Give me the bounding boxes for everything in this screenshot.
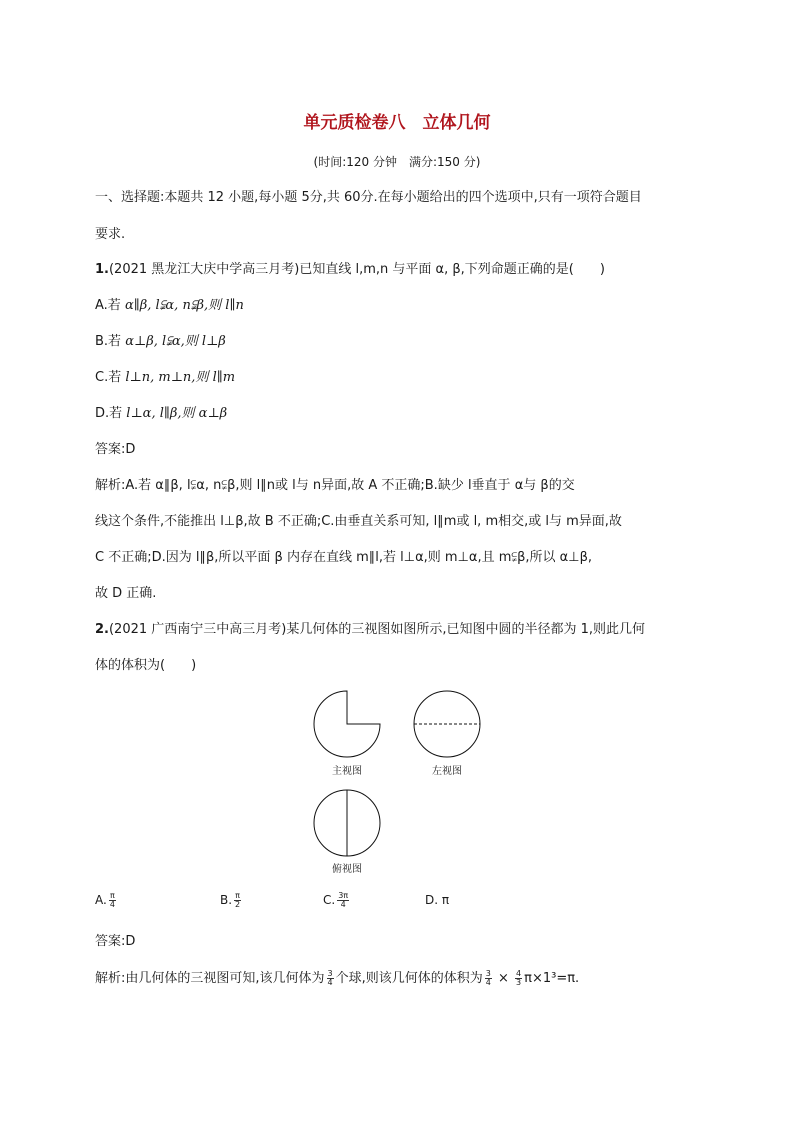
fraction-denominator: 4 [327,978,333,987]
fraction-denominator: 4 [485,978,491,987]
section-instruction-line-1: 一、选择题:本题共 12 小题,每小题 5分,共 60分.在每小题给出的四个选项中,只有一项符合题目 [95,190,642,205]
fraction [337,892,349,909]
question-2-option-a [95,892,118,909]
fraction [234,892,241,909]
option-label: B. [220,893,233,907]
question-2-option-d [425,892,449,908]
fraction-numerator: 3π [338,891,349,900]
fraction [109,892,116,909]
fraction-numerator: π [109,891,115,900]
question-1-analysis-line-3: C 不正确;D.因为 l∥β,所以平面 β 内存在直线 m∥l,若 l⊥α,则 m⊥α,且 m⫋β,所以 α⊥β, [95,550,592,565]
section-instruction-line-2: 要求. [95,227,126,242]
option-text: α∥β, l⫋α, n⫋β,则 l∥n [124,298,244,313]
option-label: D.若 [95,406,123,421]
analysis-text: 个球,则该几何体的体积为 [335,971,483,986]
page-title: 单元质检卷八 立体几何 [303,113,491,133]
question-2-stem-text: (2021 广西南宁三中高三月考)某几何体的三视图如图所示,已知图中圆的半径都为 1,则此几何 [108,622,646,637]
question-1-option-b [95,334,226,350]
page-subtitle: (时间:120 分钟 满分:150 分) [313,155,481,169]
question-2-analysis [95,970,579,987]
front-view-caption: 主视图 [332,766,362,777]
question-1-analysis-line-1: 解析:A.若 α∥β, l⫋α, n⫋β,则 l∥n或 l与 n异面,故 A 不正确;B.缺少 l垂直于 α与 β的交 [95,478,575,493]
question-2-stem-line-1 [95,622,645,638]
option-label: D. [425,893,439,907]
question-2-number: 2. [95,622,109,637]
question-1-number: 1. [95,262,109,277]
question-1-option-a [95,298,244,314]
question-2-stem-line-2: 体的体积为( ) [95,658,197,673]
fraction-numerator: 4 [516,969,522,978]
fraction-denominator: 4 [109,900,115,909]
question-2-answer: 答案:D [95,934,136,949]
front-view-shape [314,691,380,757]
question-1-option-d [95,406,227,422]
question-1-analysis-line-2: 线这个条件,不能推出 l⊥β,故 B 不正确;C.由垂直关系可知, l∥m或 l, m相交,或 l与 m异面,故 [95,514,622,529]
option-text: α⊥β, l⫋α,则 l⊥β [125,334,226,349]
option-label: A.若 [95,298,121,313]
side-view-caption: 左视图 [432,766,462,777]
analysis-text: 解析:由几何体的三视图可知,该几何体为 [95,971,325,986]
fraction-numerator: 3 [485,969,491,978]
option-label: B.若 [95,334,122,349]
top-view-caption: 俯视图 [332,864,362,875]
option-label: C. [323,893,336,907]
analysis-text: π×1³=π. [524,971,580,986]
question-1-answer: 答案:D [95,442,136,457]
fraction-numerator: 3 [327,969,333,978]
times-sign: × [497,971,509,986]
option-text: l⊥n, m⊥n,则 l∥m [125,370,236,385]
option-label: A. [95,893,107,907]
question-1-analysis-line-4: 故 D 正确. [95,586,157,601]
question-2-option-b [220,892,243,909]
option-text: l⊥α, l∥β,则 α⊥β [126,406,228,421]
question-1-stem-text: (2021 黑龙江大庆中学高三月考)已知直线 l,m,n 与平面 α, β,下列命题正确的是( ) [108,262,605,277]
three-view-figure [300,685,500,875]
fraction-denominator: 3 [516,978,522,987]
fraction [485,970,492,987]
question-2-option-c [323,892,351,909]
fraction-numerator: π [235,891,240,900]
question-1-option-c [95,370,235,386]
question-1-stem [95,262,605,278]
fraction-denominator: 4 [340,900,346,909]
fraction-denominator: 2 [235,900,241,909]
fraction [515,970,522,987]
fraction [327,970,334,987]
option-text: π [441,893,450,907]
option-label: C.若 [95,370,122,385]
